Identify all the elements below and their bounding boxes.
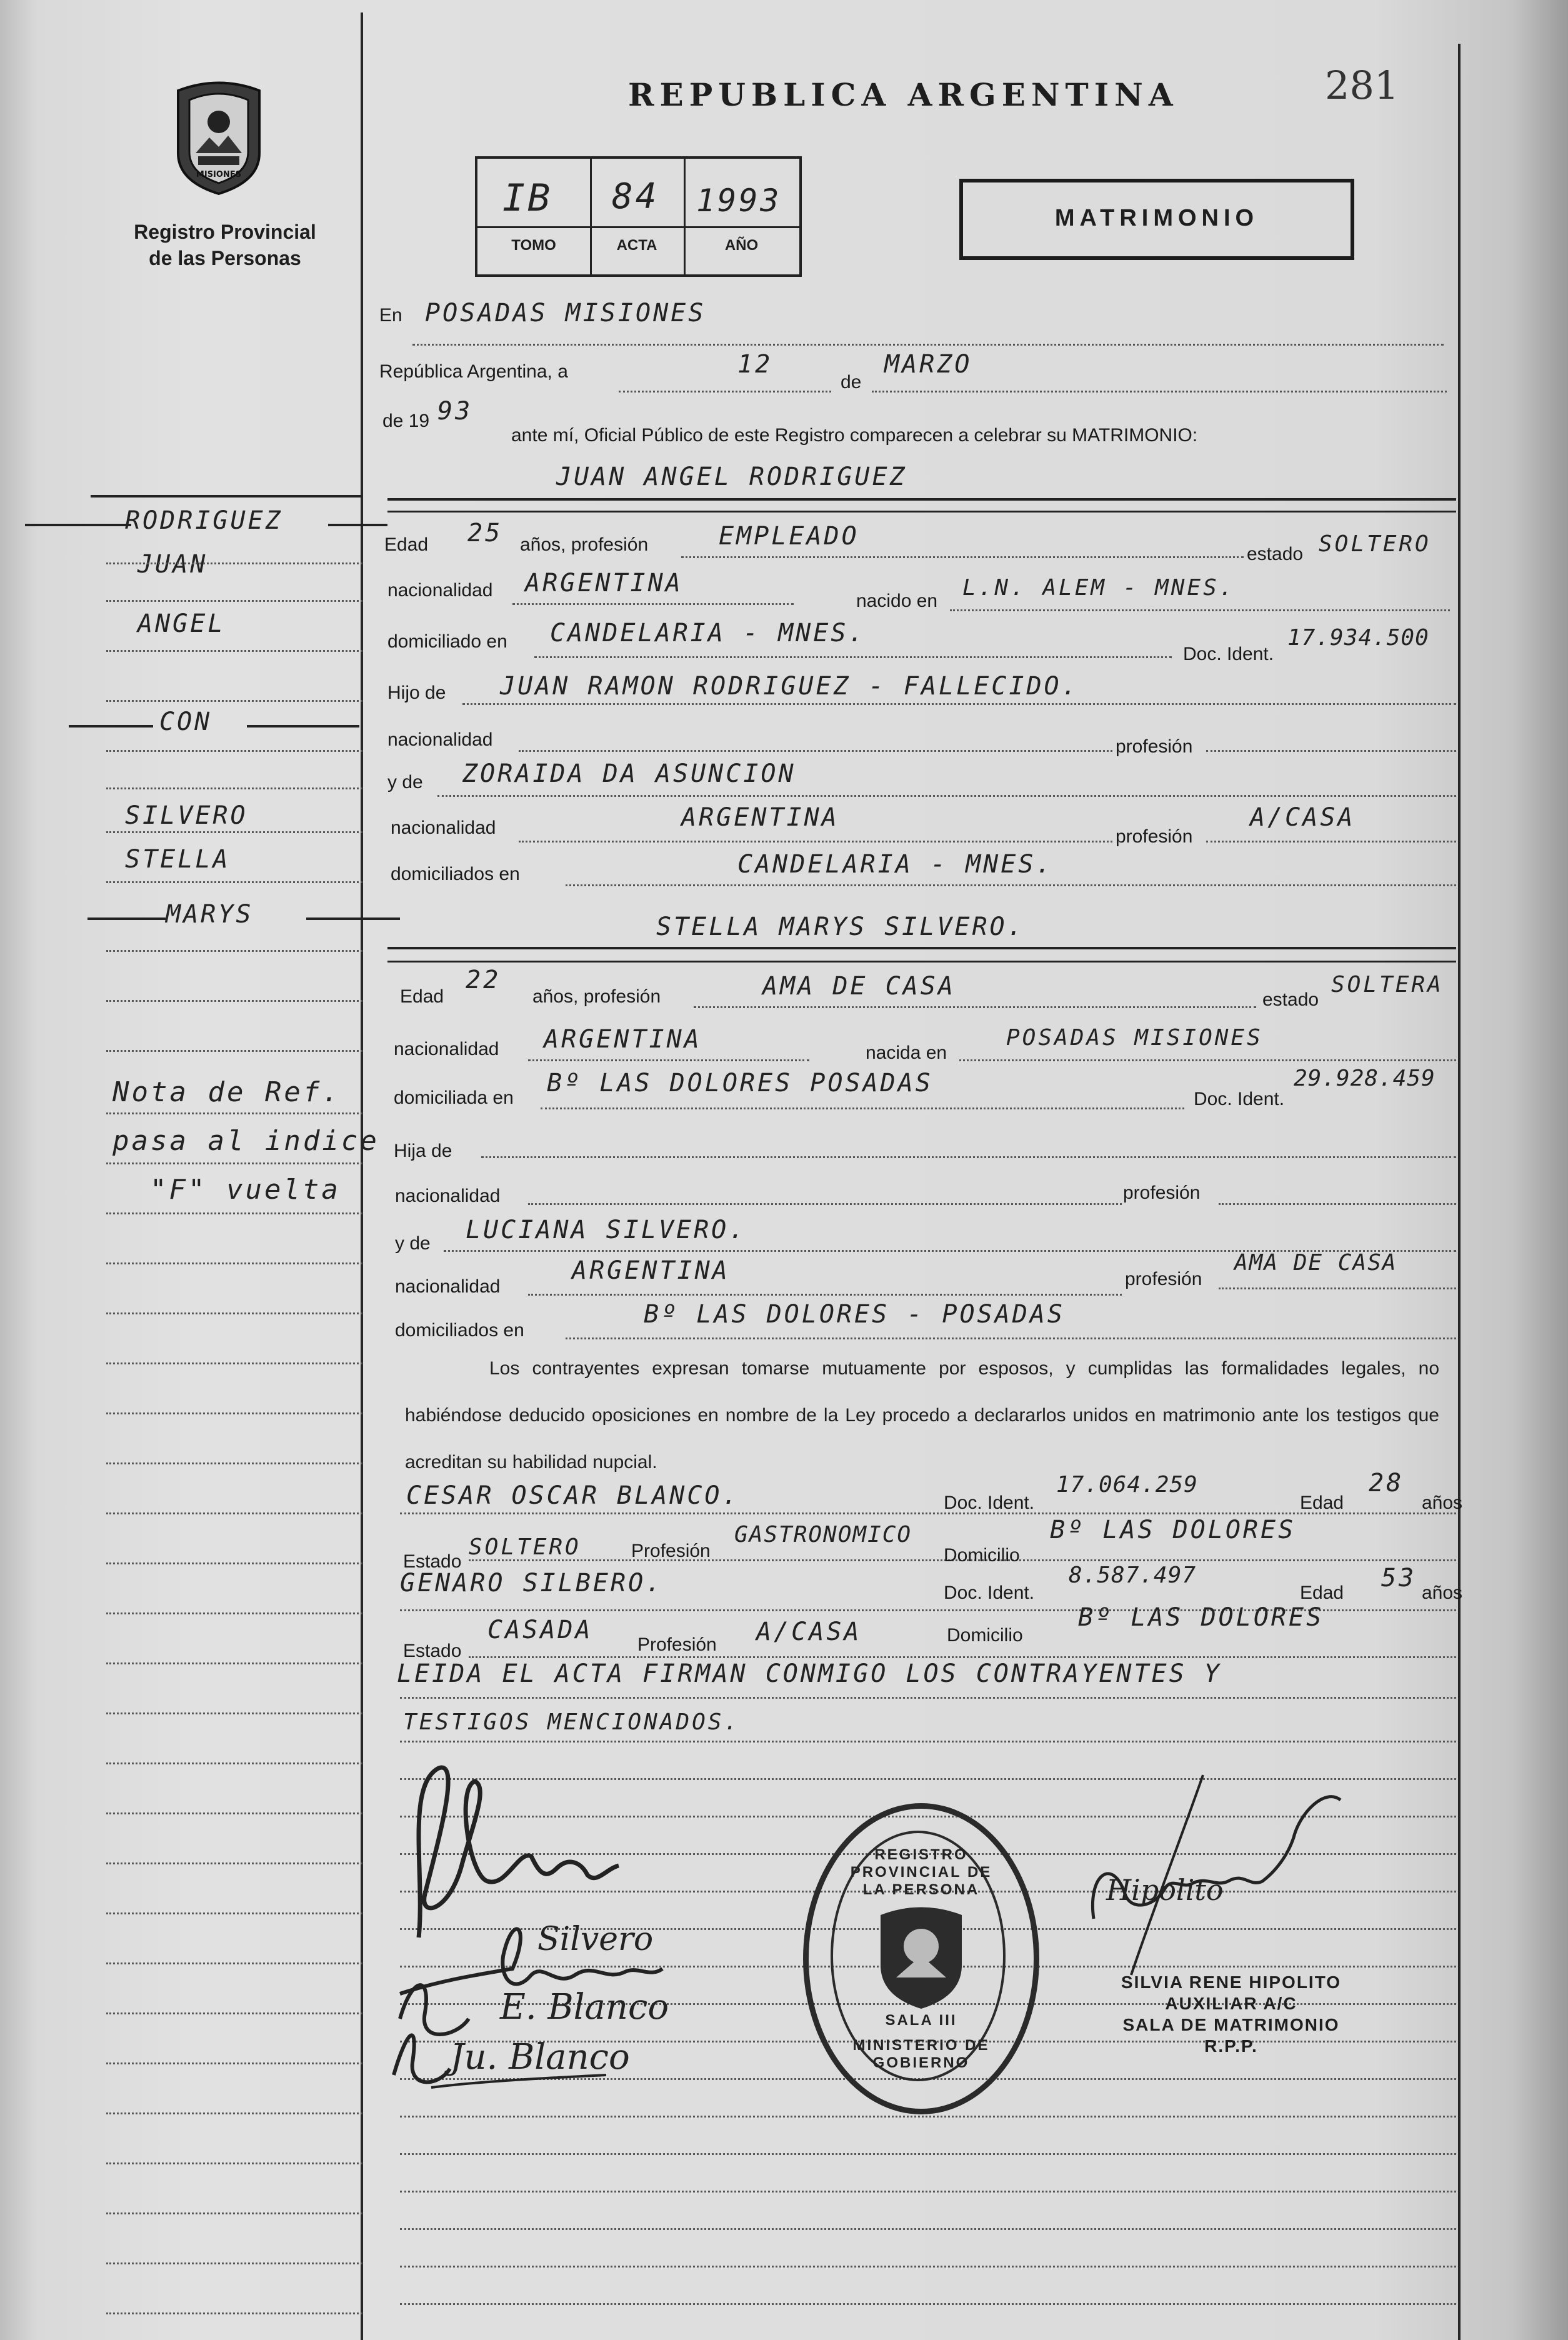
bride-nacionalidad: ARGENTINA: [544, 1025, 702, 1054]
margin-note-line-3: "F" vuelta: [150, 1174, 341, 1206]
witness-2-edad: 53: [1381, 1564, 1417, 1592]
seal-emblem-icon: [868, 1896, 974, 2015]
groom-name: JUAN ANGEL RODRIGUEZ: [556, 462, 907, 491]
bride-profesion: AMA DE CASA: [762, 972, 956, 1001]
witness-1-name: CESAR OSCAR BLANCO.: [406, 1481, 740, 1510]
witness-1-profesion: GASTRONOMICO: [734, 1522, 912, 1548]
svg-text:E. Blanco: E. Blanco: [500, 1987, 669, 2028]
witness-2-doc-label: Doc. Ident.: [944, 1582, 1035, 1603]
officer-department: SALA DE MATRIMONIO: [1122, 2015, 1340, 2034]
tomo-label: TOMO: [511, 237, 556, 254]
right-margin-rule: [1458, 44, 1461, 2340]
page-number: 281: [1325, 62, 1399, 108]
groom-anos-prof-label: años, profesión: [520, 534, 649, 555]
bride-estado-label: estado: [1262, 989, 1319, 1010]
bride-parents-dom-label: domiciliados en: [395, 1320, 524, 1341]
witness-2-profesion: A/CASA: [756, 1618, 862, 1646]
groom-nac-label: nacionalidad: [387, 580, 493, 601]
declaration-text: Los contrayentes expresan tomarse mutuamente por esposos, y cumplidas las formalidades legales, no habiéndose deducido oposiciones en nombre de la Ley procedo a declararlos unidos en matrimonio ante los testigos que acreditan su habilidad nupcial.: [405, 1358, 1439, 1472]
margin-bride-first: STELLA: [125, 845, 231, 874]
bride-nacida-en: POSADAS MISIONES: [1006, 1025, 1263, 1051]
provincial-crest-icon: [166, 78, 272, 197]
witness-1-estado: SOLTERO: [469, 1534, 581, 1560]
svg-text:Ju. Blanco: Ju. Blanco: [450, 2037, 630, 2078]
groom-doc: 17.934.500: [1287, 625, 1429, 651]
groom-mother-prof-label: profesión: [1116, 826, 1193, 847]
witness-2-doc: 8.587.497: [1069, 1562, 1197, 1588]
bride-mother: LUCIANA SILVERO.: [466, 1216, 747, 1244]
groom-domicilio: CANDELARIA - MNES.: [550, 619, 866, 648]
seal-center-text: SALA III: [885, 2012, 957, 2029]
bride-mother-nac-label: nacionalidad: [395, 1276, 501, 1297]
place-value: POSADAS MISIONES: [425, 299, 706, 328]
witness-2-edad-label: Edad: [1300, 1582, 1344, 1603]
witness-2-dom-label: Domicilio: [947, 1625, 1023, 1646]
witness-2-estado: CASADA: [487, 1616, 593, 1644]
groom-mother-nac: ARGENTINA: [681, 803, 839, 832]
appear-text: ante mí, Oficial Público de este Registro comparecen a celebrar su MATRIMONIO:: [511, 425, 1198, 446]
groom-mother-nac-label: nacionalidad: [391, 818, 496, 838]
witness-1-dom-label: Domicilio: [944, 1545, 1020, 1566]
witness-1-estado-label: Estado: [403, 1551, 462, 1572]
groom-parents-dom: CANDELARIA - MNES.: [737, 850, 1054, 879]
witness-1-doc-label: Doc. Ident.: [944, 1492, 1035, 1513]
witness-2-name: GENARO SILBERO.: [400, 1569, 664, 1598]
month-value: MARZO: [884, 350, 972, 379]
witness-1-domicilio: Bº LAS DOLORES: [1050, 1516, 1296, 1544]
groom-nacido-en: L.N. ALEM - MNES.: [962, 575, 1236, 601]
year-prefix: de 19: [382, 411, 430, 431]
anio-label: AÑO: [724, 237, 759, 254]
margin-bride-surname: SILVERO: [125, 801, 248, 830]
svg-text:Hipolito: Hipolito: [1106, 1873, 1224, 1907]
bride-estado: SOLTERA: [1331, 972, 1444, 998]
registry-line-2: de las Personas: [149, 247, 301, 269]
svg-text:MISIONES: MISIONES: [196, 170, 242, 179]
bride-mother-prof: AMA DE CASA: [1234, 1250, 1397, 1276]
bride-edad: 22: [466, 966, 501, 994]
witness-2-estado-label: Estado: [403, 1641, 462, 1661]
closing-line-2: TESTIGOS MENCIONADOS.: [403, 1709, 741, 1735]
margin-bride-second: MARYS: [166, 900, 254, 929]
bride-parents-dom: Bº LAS DOLORES - POSADAS: [644, 1300, 1065, 1329]
act-type-box: [959, 179, 1354, 260]
registry-seal: [803, 1803, 1039, 2114]
bride-hija-label: Hija de: [394, 1141, 452, 1161]
country-title: REPUBLICA ARGENTINA: [628, 76, 1179, 113]
groom-hijo-label: Hijo de: [387, 682, 446, 703]
groom-nacionalidad: ARGENTINA: [525, 569, 683, 598]
groom-doc-label: Doc. Ident.: [1183, 644, 1274, 664]
bride-nacida-label: nacida en: [866, 1042, 947, 1063]
witness-1-anos-label: años: [1422, 1492, 1463, 1513]
margin-second-name: ANGEL: [137, 609, 226, 638]
groom-father-nac-label: nacionalidad: [387, 729, 493, 750]
groom-mother: ZORAIDA DA ASUNCION: [462, 759, 796, 788]
groom-dom-label: domiciliado en: [387, 631, 507, 652]
witness-1-edad: 28: [1369, 1469, 1404, 1498]
officer-abbr: R.P.P.: [1204, 2036, 1258, 2056]
margin-first-name: JUAN: [137, 550, 208, 579]
acta-value: 84: [612, 176, 659, 217]
margin-surname: RODRIGUEZ: [125, 506, 283, 535]
officer-name: SILVIA RENE HIPOLITO: [1121, 1972, 1342, 1992]
witness-1-doc: 17.064.259: [1056, 1472, 1198, 1498]
anio-value: 1993: [696, 182, 782, 219]
officer-signature: [1056, 1762, 1369, 2000]
closing-line-1: LEIDA EL ACTA FIRMAN CONMIGO LOS CONTRAYENTES Y: [397, 1659, 1222, 1688]
witness-2-anos-label: años: [1422, 1582, 1463, 1603]
seal-bottom-text: MINISTERIO DE GOBIERNO: [852, 2037, 990, 2071]
witness-2-domicilio: Bº LAS DOLORES: [1078, 1603, 1324, 1632]
left-margin-rule: [361, 12, 363, 2340]
bride-father-prof-label: profesión: [1123, 1182, 1201, 1203]
groom-parents-dom-label: domiciliados en: [391, 864, 520, 884]
day-value: 12: [737, 350, 773, 379]
registry-line-1: Registro Provincial: [134, 221, 316, 243]
de-label: de: [841, 372, 862, 392]
bride-yde-label: y de: [395, 1233, 431, 1254]
groom-father-prof-label: profesión: [1116, 736, 1193, 757]
groom-father: JUAN RAMON RODRIGUEZ - FALLECIDO.: [500, 672, 1079, 701]
witness-1-edad-label: Edad: [1300, 1492, 1344, 1513]
svg-text:Silvero: Silvero: [537, 1921, 654, 1958]
en-label: En: [379, 305, 402, 326]
bride-dom-label: domiciliada en: [394, 1088, 514, 1108]
bride-doc: 29.928.459: [1294, 1066, 1436, 1091]
bride-domicilio: Bº LAS DOLORES POSADAS: [547, 1069, 933, 1098]
groom-estado: SOLTERO: [1319, 531, 1431, 557]
groom-estado-label: estado: [1247, 544, 1304, 564]
margin-con: CON: [159, 708, 212, 736]
groom-yde-label: y de: [387, 772, 423, 792]
witness-2-prof-label: Profesión: [637, 1634, 717, 1655]
bride-father-nac-label: nacionalidad: [395, 1186, 501, 1206]
margin-note-line-1: Nota de Ref.: [112, 1076, 341, 1108]
bride-mother-prof-label: profesión: [1125, 1269, 1202, 1289]
bride-doc-label: Doc. Ident.: [1194, 1089, 1285, 1109]
act-type: MATRIMONIO: [1054, 205, 1259, 231]
bride-name: STELLA MARYS SILVERO.: [656, 912, 1025, 941]
groom-profesion: EMPLEADO: [719, 522, 859, 551]
margin-note-line-2: pasa al indice: [112, 1125, 379, 1157]
bride-anos-prof-label: años, profesión: [532, 986, 661, 1007]
registry-name: [116, 219, 334, 271]
seal-top-text: REGISTRO PROVINCIAL DE LA PERSONA: [850, 1846, 992, 1898]
groom-edad-label: Edad: [384, 534, 429, 555]
groom-nacido-label: nacido en: [856, 591, 938, 611]
witness-1-prof-label: Profesión: [631, 1541, 711, 1561]
bride-edad-label: Edad: [400, 986, 444, 1007]
bride-mother-nac: ARGENTINA: [572, 1256, 730, 1285]
witness-2-signature: [381, 1994, 681, 2100]
officer-title: AUXILIAR A/C: [1165, 1994, 1297, 2013]
acta-label: ACTA: [616, 237, 657, 254]
tomo-value: IB: [502, 176, 553, 220]
year-suffix: 93: [437, 397, 473, 426]
republic-label: República Argentina, a: [379, 361, 568, 382]
groom-edad: 25: [467, 519, 503, 548]
groom-mother-prof: A/CASA: [1250, 803, 1356, 832]
tomo-acta-box: [475, 156, 802, 277]
bride-nac-label: nacionalidad: [394, 1039, 499, 1059]
officer-stamp: [1075, 1972, 1387, 2057]
